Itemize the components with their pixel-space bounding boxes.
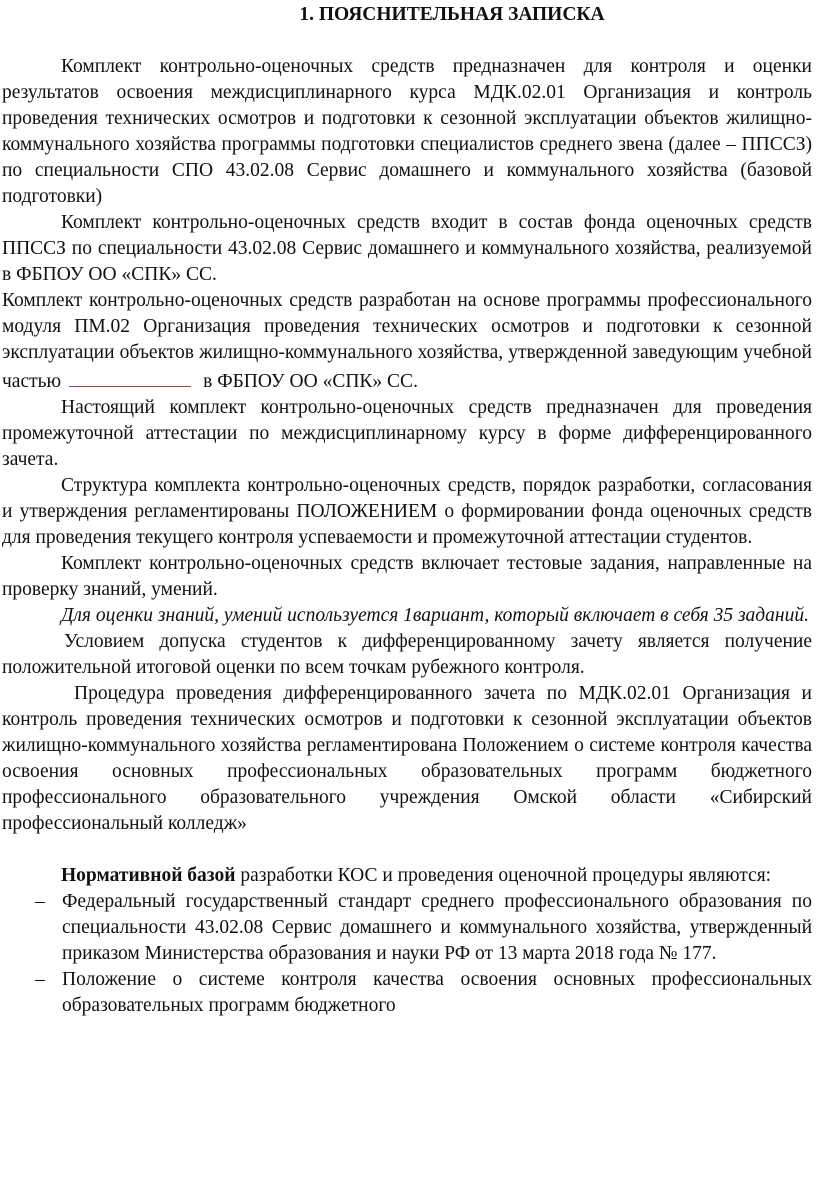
normative-base-bold: Нормативной базой [61, 865, 236, 886]
paragraph-contents: Комплект контрольно-оценочных средств включает тестовые задания, направленные на проверку знаний, умений. [2, 553, 812, 600]
paragraph-purpose: Комплект контрольно-оценочных средств предназначен для контроля и оценки результатов освоения междисциплинарного курса МДК.02.01 Организация и контроль проведения технических осмотров и подготовки к сезонной эксплуатации объектов жилищно-коммунального хозяйства программы подготовки специалистов среднего звена (далее – ППССЗ) по специальности СПО 43.02.08 Сервис домашнего и коммунального хозяйства (базовой подготовки) [2, 56, 812, 207]
list-item [2, 967, 812, 1019]
section-spacer [2, 837, 812, 863]
paragraph-attestation: Настоящий комплект контрольно-оценочных средств предназначен для проведения промежуточной аттестации по междисциплинарному курсу в форме дифференцированного зачета. [2, 397, 812, 470]
paragraph-basis-text: Комплект контрольно-оценочных средств разработан на основе программы профессионального модуля ПМ.02 Организация проведения технических осмотров и подготовки к сезонной эксплуатации объектов жилищно-коммунального хозяйства, утвержденной заведующим учебной частью [2, 290, 812, 392]
paragraph-structure: Структура комплекта контрольно-оценочных средств, порядок разработки, согласования и утверждения регламентированы ПОЛОЖЕНИЕМ о формировании фонда оценочных средств для проведения текущего контроля успеваемости и промежуточной аттестации студентов. [2, 475, 812, 548]
normative-list [2, 889, 812, 1019]
title-gap [2, 28, 812, 54]
list-dash: – [35, 969, 45, 990]
paragraph-admission: Условием допуска студентов к дифференцированному зачету является получение положительной итоговой оценки по всем точкам рубежного контроля. [2, 631, 812, 678]
paragraph-procedure: Процедура проведения дифференцированного зачета по МДК.02.01 Организация и контроль проведения технических осмотров и подготовки к сезонной эксплуатации объектов жилищно-коммунального хозяйства регламентирована Положением о системе контроля качества освоения основных профессиональных образовательных программ бюджетного профессионального образовательного учреждения Омской области «Сибирский профессиональный колледж» [2, 683, 812, 834]
document-title: 1. ПОЯСНИТЕЛЬНАЯ ЗАПИСКА [299, 4, 605, 25]
paragraph-variant: Для оценки знаний, умений используется 1вариант, который включает в себя 35 заданий. [61, 605, 809, 626]
paragraph-normative-base [2, 863, 812, 889]
paragraph-basis-tail: в ФБПОУ ОО «СПК» СС. [203, 371, 418, 392]
paragraph-basis [2, 288, 812, 395]
list-dash: – [35, 891, 45, 912]
list-item-text: Положение о системе контроля качества освоения основных профессиональных образовательных программ бюджетного [62, 969, 812, 1016]
list-item [2, 889, 812, 967]
list-item-text: Федеральный государственный стандарт среднего профессионального образования по специальности 43.02.08 Сервис домашнего и коммунального хозяйства, утвержденный приказом Министерства образования и науки РФ от 13 марта 2018 года № 177. [62, 891, 812, 964]
normative-base-rest: разработки КОС и проведения оценочной процедуры являются: [235, 865, 772, 886]
paragraph-fund: Комплект контрольно-оценочных средств входит в состав фонда оценочных средств ППССЗ по специальности 43.02.08 Сервис домашнего и коммунального хозяйства, реализуемой в ФБПОУ ОО «СПК» СС. [2, 212, 812, 285]
signature-blank-line [69, 366, 191, 387]
